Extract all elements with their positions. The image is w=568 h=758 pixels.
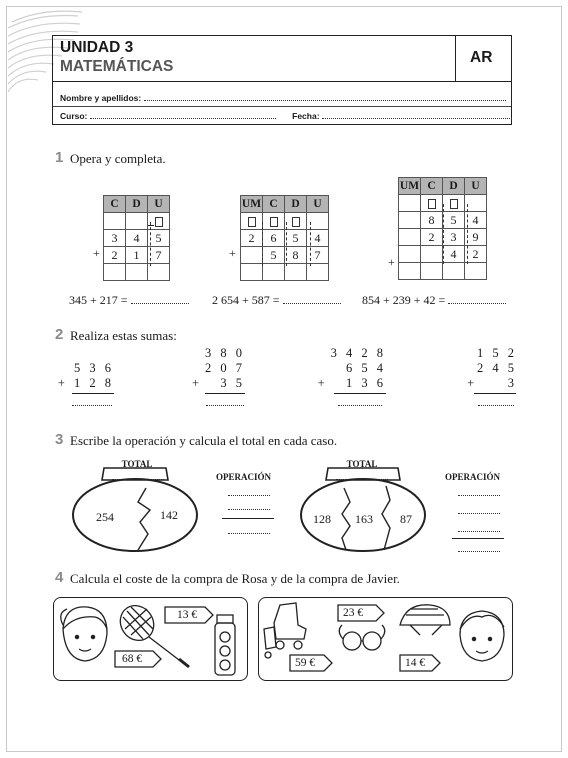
sum-c-line-2: 6 5 4 <box>346 361 386 375</box>
answer-cell[interactable] <box>285 264 307 281</box>
carry-box[interactable] <box>292 217 300 227</box>
tennis-balls-can-icon <box>215 615 235 675</box>
roller-skates-icon <box>264 603 306 658</box>
equation-a-answer[interactable] <box>131 296 189 304</box>
digit: 5 <box>443 212 465 229</box>
sum-d-line-3: + 3 <box>467 376 517 390</box>
pot-b-op-line-1[interactable] <box>458 494 500 496</box>
plus-sign: + <box>93 246 100 260</box>
carry-box[interactable] <box>248 217 256 227</box>
answer-cell[interactable] <box>399 263 421 280</box>
answer-cell[interactable] <box>307 264 329 281</box>
equation-c <box>362 293 506 308</box>
date-label: Fecha: <box>292 111 320 121</box>
code-label: AR <box>470 49 493 66</box>
rosa-illustration <box>55 599 246 679</box>
header-um: UM <box>241 196 263 213</box>
header-u: U <box>307 196 329 213</box>
digit: 2 <box>421 229 443 246</box>
exercise-4-number: 4 <box>55 569 64 586</box>
price-helmet: 14 € <box>405 657 426 669</box>
header-c: C <box>421 178 443 195</box>
pot-a-op-bar <box>222 518 274 519</box>
pot-a-op-line-2[interactable] <box>228 508 270 510</box>
name-row <box>60 93 506 103</box>
date-field[interactable] <box>322 111 512 119</box>
digit: 5 <box>148 230 170 247</box>
digit: 4 <box>465 212 487 229</box>
digit: 6 <box>263 230 285 247</box>
carry-arrow <box>148 225 154 226</box>
digit: 4 <box>307 230 329 247</box>
answer-cell[interactable] <box>126 264 148 281</box>
carry-box[interactable] <box>428 199 436 209</box>
pot-b-value-3: 87 <box>400 512 412 526</box>
sum-c-bar <box>334 393 386 394</box>
carry-dashed-line <box>443 204 444 264</box>
unit-title: UNIDAD 3 <box>60 39 134 56</box>
sum-c-line-1: 3 4 2 8 <box>330 346 386 360</box>
carry-dashed-line <box>286 222 287 266</box>
digit: 5 <box>285 230 307 247</box>
digit <box>241 247 263 264</box>
carry-dashed-line <box>310 222 311 266</box>
answer-cell[interactable] <box>241 264 263 281</box>
sum-a-line-2: + 1 2 8 <box>57 376 114 390</box>
pot-a-value-2: 142 <box>160 508 178 522</box>
sum-b-bar <box>205 393 245 394</box>
price-racket: 13 € <box>177 609 198 621</box>
digit: 7 <box>148 247 170 264</box>
header-c: C <box>104 196 126 213</box>
price-skates: 59 € <box>295 657 316 669</box>
plus-sign: + <box>388 255 395 269</box>
header-d: D <box>126 196 148 213</box>
pot-b-op-line-2[interactable] <box>458 512 500 514</box>
exercise-2-instruction: Realiza estas sumas: <box>70 328 177 343</box>
header-u: U <box>148 196 170 213</box>
place-value-table-b <box>240 195 329 281</box>
sum-a-bar <box>72 393 114 394</box>
sum-b-line-1: 3 8 0 <box>205 346 245 360</box>
digit: 3 <box>104 230 126 247</box>
exercise-3-instruction: Escribe la operación y calcula el total en cada caso. <box>70 433 338 448</box>
pot-b-icon <box>298 466 428 554</box>
exercise-2-number: 2 <box>55 326 64 343</box>
code-cell <box>456 36 511 82</box>
pot-b-op-result[interactable] <box>458 550 500 552</box>
girl-icon <box>61 607 107 661</box>
pot-b-op-bar <box>452 538 504 539</box>
equation-b-text: 2 654 + 587 = <box>212 293 280 307</box>
course-date-row <box>60 111 512 121</box>
exercise-1-instruction: Opera y completa. <box>70 151 166 166</box>
header-box <box>52 35 512 125</box>
pot-a-op-line-1[interactable] <box>228 494 270 496</box>
carry-box[interactable] <box>155 217 163 227</box>
answer-cell[interactable] <box>443 263 465 280</box>
digit: 3 <box>443 229 465 246</box>
carry-box[interactable] <box>450 199 458 209</box>
sum-c-line-3: + 1 3 6 <box>317 376 386 390</box>
carry-dashed-line <box>467 204 468 264</box>
header-d: D <box>443 178 465 195</box>
sum-d-line-1: 1 5 2 <box>477 346 517 360</box>
digit: 5 <box>263 247 285 264</box>
equation-b <box>212 293 341 308</box>
pot-a-total-label: TOTAL <box>121 459 153 469</box>
answer-cell[interactable] <box>263 264 285 281</box>
equation-b-answer[interactable] <box>283 296 341 304</box>
digit: 8 <box>285 247 307 264</box>
equation-c-answer[interactable] <box>448 296 506 304</box>
digit: 4 <box>126 230 148 247</box>
sum-a-line-1: 5 3 6 <box>74 361 114 375</box>
digit <box>421 246 443 263</box>
digit: 2 <box>104 247 126 264</box>
sum-d-bar <box>474 393 516 394</box>
pot-b-op-line-3[interactable] <box>458 530 500 532</box>
plus-sign: + <box>229 246 236 260</box>
sum-b-line-3: + 3 5 <box>191 376 245 390</box>
digit <box>399 212 421 229</box>
goggles-icon <box>339 625 385 650</box>
answer-cell[interactable] <box>148 264 170 281</box>
sum-b-line-2: 2 0 7 <box>205 361 245 375</box>
price-balls: 68 € <box>122 653 143 665</box>
header-d: D <box>285 196 307 213</box>
place-value-table-a <box>103 195 170 281</box>
subject-title: MATEMÁTICAS <box>60 58 174 75</box>
carry-dashed-line <box>150 222 151 266</box>
exercise-4-instruction: Calcula el coste de la compra de Rosa y de la compra de Javier. <box>70 571 400 586</box>
digit <box>399 246 421 263</box>
course-field[interactable] <box>90 111 276 119</box>
equation-a <box>69 293 189 308</box>
boy-icon <box>460 611 504 661</box>
pot-a-value-1: 254 <box>96 510 114 524</box>
pot-a-operation-label: OPERACIÓN <box>216 472 272 482</box>
digit: 2 <box>465 246 487 263</box>
header-divider <box>53 106 511 107</box>
sum-d-answer[interactable] <box>478 404 514 406</box>
header-um: UM <box>399 178 421 195</box>
exercise-1-number: 1 <box>55 149 64 166</box>
pot-b-operation-label: OPERACIÓN <box>445 472 501 482</box>
digit: 7 <box>307 247 329 264</box>
header-u: U <box>465 178 487 195</box>
answer-cell[interactable] <box>465 263 487 280</box>
title-cell <box>53 36 456 82</box>
sum-b-answer[interactable] <box>206 404 244 406</box>
carry-dashed-line <box>262 222 263 266</box>
pot-b-value-2: 163 <box>355 512 373 526</box>
carry-box[interactable] <box>270 217 278 227</box>
name-field[interactable] <box>144 93 506 101</box>
sum-d-line-2: 2 4 5 <box>477 361 517 375</box>
equation-a-text: 345 + 217 = <box>69 293 128 307</box>
price-goggles: 23 € <box>343 607 364 619</box>
sum-a-answer[interactable] <box>72 404 112 406</box>
digit <box>399 229 421 246</box>
course-label: Curso: <box>60 111 88 121</box>
helmet-icon <box>400 605 450 635</box>
pot-b-value-1: 128 <box>313 512 331 526</box>
pot-b-total-label: TOTAL <box>346 459 378 469</box>
digit: 4 <box>443 246 465 263</box>
equation-c-text: 854 + 239 + 42 = <box>362 293 446 307</box>
name-label: Nombre y apellidos: <box>60 93 142 103</box>
sum-c-answer[interactable] <box>338 404 382 406</box>
answer-cell[interactable] <box>104 264 126 281</box>
pot-a-op-result[interactable] <box>228 532 270 534</box>
digit: 1 <box>126 247 148 264</box>
exercise-3-number: 3 <box>55 431 64 448</box>
answer-cell[interactable] <box>421 263 443 280</box>
digit: 9 <box>465 229 487 246</box>
header-c: C <box>263 196 285 213</box>
pot-a-icon <box>70 466 200 554</box>
digit: 8 <box>421 212 443 229</box>
digit: 2 <box>241 230 263 247</box>
